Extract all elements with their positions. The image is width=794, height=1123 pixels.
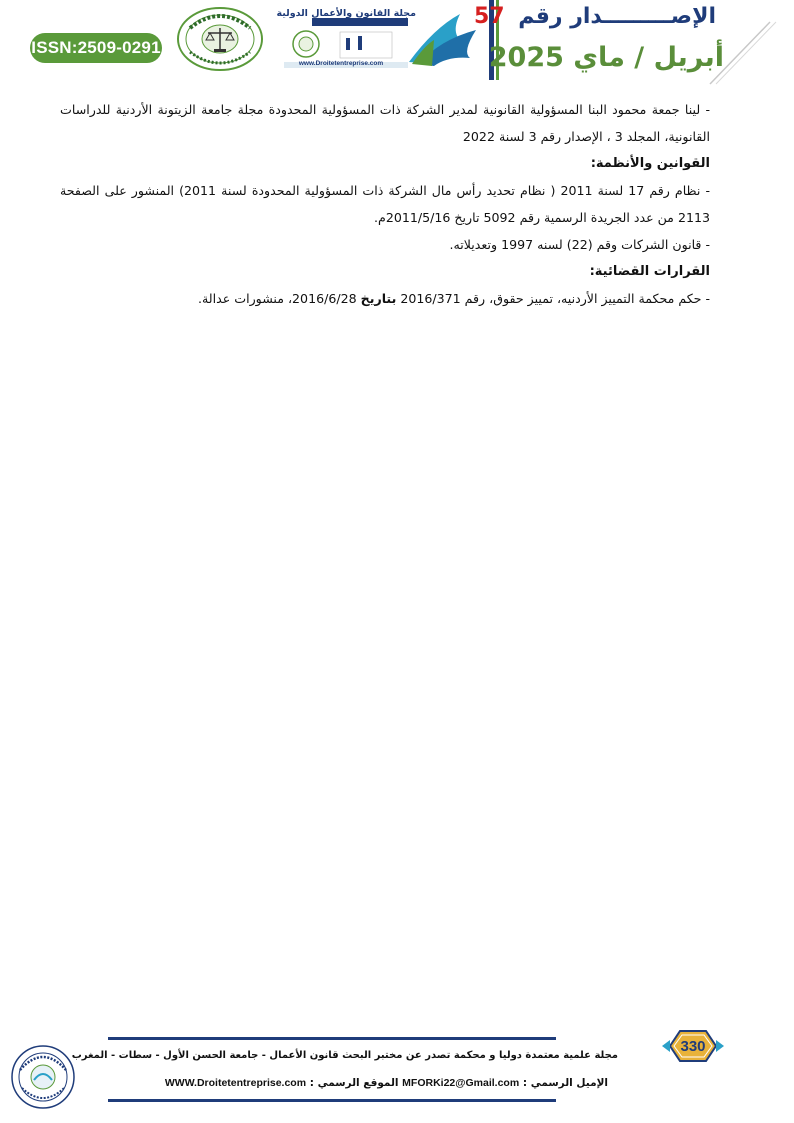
issn-badge: ISSN:2509-0291: [30, 33, 162, 63]
website-link[interactable]: WWW.Droitetentreprise.com: [164, 1077, 307, 1089]
reference-item: [60, 285, 710, 312]
reference-item: - نظام رقم 17 لسنة 2011 ( نظام تحديد رأس مال الشركة ذات المسؤولية المحدودة لسنة 2011) المنشور على الصفحة 2113 من عدد الجريدة الرسمية رقم 5092 تاريخ 2011/5/16م.: [60, 183, 710, 225]
footer-rule-bottom: [108, 1099, 556, 1102]
journal-url: www.Droitetentreprise.com: [298, 60, 384, 67]
page-number: 330: [680, 1037, 706, 1055]
email-address[interactable]: MFORKi22@Gmail.com: [402, 1077, 520, 1089]
issue-date: أبريل / ماي 2025: [488, 42, 724, 73]
footer-rule-top: [108, 1037, 556, 1040]
reference-text: 2016/6/28، منشورات عدالة.: [198, 291, 357, 306]
journal-title: مجلة القانون والأعمال الدولية: [276, 8, 416, 19]
website-label: الموقع الرسمي :: [309, 1077, 399, 1089]
reference-item: - لينا جمعة محمود البنا المسؤولية القانونية لمدير الشركة ذات المسؤولية المحدودة مجلة جامعة الزيتونة الأردنية للدراسات القانونية، المجلد 3 ، الإصدار رقم 3 لسنة 2022: [60, 102, 710, 144]
lab-seal-logo: [176, 6, 264, 72]
issue-number: 57: [473, 4, 505, 29]
footer-journal-line: مجلة علمية معتمدة دوليا و محكمة تصدر عن مختبر البحث قانون الأعمال - جامعة الحسن الأول - سطات - المغرب: [71, 1050, 618, 1061]
references-body: [60, 96, 710, 312]
footer-contact-line: [165, 1077, 608, 1089]
reference-item: - قانون الشركات وقم (22) لسنه 1997 وتعديلاته.: [449, 237, 710, 252]
reference-bold-word: بتاريخ: [360, 291, 397, 306]
issue-line: [474, 4, 716, 29]
section-heading-laws: القوانين والأنظمة:: [590, 156, 710, 171]
email-label: الإميل الرسمي :: [522, 1077, 608, 1089]
director-seal: [10, 1044, 76, 1110]
corner-decoration: [700, 0, 794, 90]
reference-text: - حكم محكمة التمييز الأردنيه، تمييز حقوق، رقم 2016/371: [400, 291, 710, 306]
section-heading-judgments: القرارات القضائية:: [589, 264, 710, 279]
issue-label: الإصـــــــــدار رقم: [518, 4, 716, 29]
